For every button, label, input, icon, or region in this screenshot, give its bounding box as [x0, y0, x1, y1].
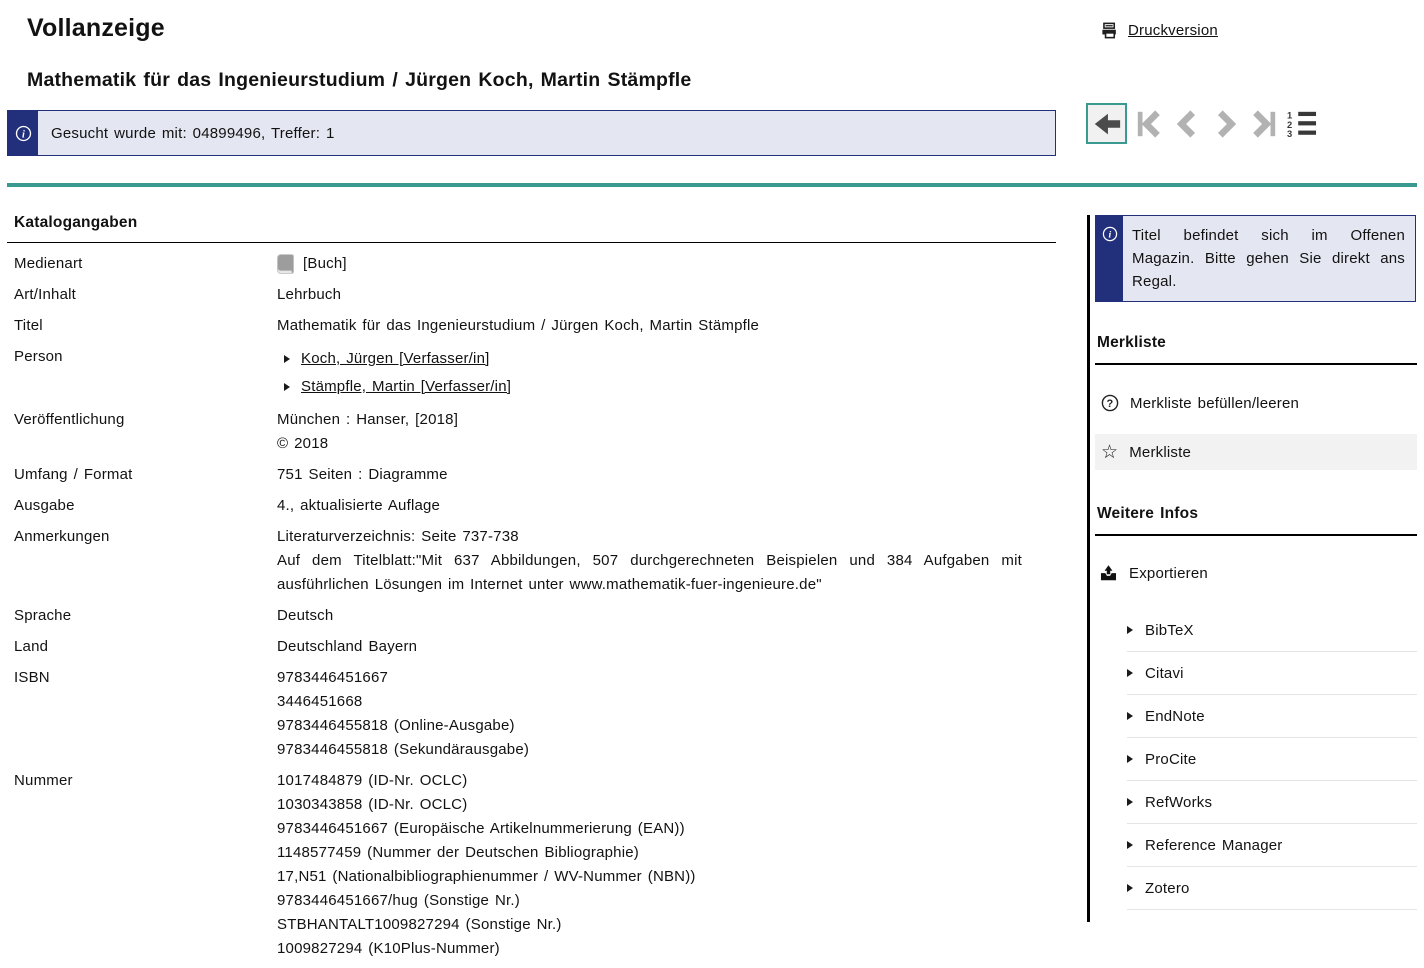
field-value-line: Lehrbuch: [277, 286, 342, 303]
field-value-line: Literaturverzeichnis: Seite 737-738: [277, 528, 519, 545]
catalog-row: [7, 463, 1056, 487]
catalog-heading: Katalogangaben: [7, 206, 1056, 243]
export-option-procite[interactable]: [1127, 738, 1417, 781]
field-value-line: 751 Seiten : Diagramme: [277, 466, 448, 483]
export-option-label: Reference Manager: [1145, 836, 1283, 854]
field-value-line: 1009827294 (K10Plus-Nummer): [277, 940, 500, 957]
field-label: Ausgabe: [14, 497, 75, 514]
last-icon: [1247, 109, 1279, 139]
triangle-bullet-icon: [1127, 712, 1133, 720]
export-icon: [1099, 564, 1118, 583]
export-option-label: EndNote: [1145, 707, 1205, 725]
svg-text:2: 2: [1286, 119, 1293, 130]
first-icon: [1134, 109, 1166, 139]
print-version-label: Druckversion: [1128, 22, 1218, 39]
field-label: Person: [14, 348, 63, 365]
field-value-line: 17,N51 (Nationalbibliographienummer / WV-Nummer (NBN)): [277, 868, 696, 885]
field-value-line: Deutsch: [277, 607, 334, 624]
sidebar-item-merkliste-befuellen[interactable]: [1095, 385, 1417, 421]
field-label: Titel: [14, 317, 43, 334]
numbered-list-icon: [1286, 109, 1317, 139]
triangle-bullet-icon: [1127, 841, 1133, 849]
info-icon: [1102, 226, 1118, 301]
person-link[interactable]: Stämpfle, Martin [Verfasser/in]: [301, 378, 512, 395]
field-value-line: 1030343858 (ID-Nr. OCLC): [277, 796, 468, 813]
sidebar-item-label: Merkliste befüllen/leeren: [1130, 394, 1300, 412]
svg-text:i: i: [1108, 229, 1111, 241]
field-value-line: 9783446455818 (Online-Ausgabe): [277, 717, 515, 734]
export-option-bibtex[interactable]: [1127, 609, 1417, 652]
field-value-line: Auf dem Titelblatt:"Mit 637 Abbildungen, 507 durchgerechneten Beispielen und 384 Aufgaben mit ausführlichen Lösungen im Internet unter www.mathematik-fuer-ingenieure.de": [277, 552, 1022, 593]
export-label: Exportieren: [1129, 565, 1208, 582]
field-value: [277, 463, 1022, 487]
triangle-bullet-icon: [284, 383, 290, 391]
catalog-row: [7, 345, 1056, 401]
field-value: [277, 525, 1022, 597]
print-version-link[interactable]: [1100, 21, 1218, 40]
location-notice: [1095, 215, 1416, 302]
export-options: [1127, 609, 1417, 910]
catalog-row: [7, 525, 1056, 597]
location-notice-text: Titel befindet sich im Offenen Magazin. Bitte gehen Sie direkt ans Regal.: [1123, 216, 1415, 301]
nav-first-button[interactable]: [1134, 109, 1166, 139]
field-value-line: 9783446451667: [277, 669, 389, 686]
svg-text:3: 3: [1286, 128, 1293, 139]
search-result-text: Gesucht wurde mit: 04899496, Treffer: 1: [51, 124, 335, 142]
field-value-line: 3446451668: [277, 693, 363, 710]
triangle-bullet-icon: [1127, 626, 1133, 634]
export-option-reference-manager[interactable]: [1127, 824, 1417, 867]
nav-result-list-button[interactable]: [1286, 109, 1317, 139]
field-label: Sprache: [14, 607, 72, 624]
catalog-row: [7, 408, 1056, 456]
sidebar-item-merkliste[interactable]: [1095, 434, 1417, 470]
field-value-line: 1017484879 (ID-Nr. OCLC): [277, 772, 468, 789]
catalog-row: [7, 494, 1056, 518]
svg-text:i: i: [21, 128, 25, 140]
section-divider: [7, 183, 1417, 187]
field-value-line: 9783446455818 (Sekundärausgabe): [277, 741, 530, 758]
field-value: [277, 494, 1022, 518]
merkliste-items: [1095, 385, 1417, 470]
catalog-row: [7, 769, 1056, 961]
triangle-bullet-icon: [1127, 669, 1133, 677]
nav-next-button[interactable]: [1210, 109, 1240, 139]
question-circle-icon: [1101, 394, 1119, 412]
field-value: [277, 314, 1022, 338]
prev-icon: [1173, 109, 1203, 139]
weitere-infos-heading: Weitere Infos: [1095, 505, 1417, 536]
field-label: Art/Inhalt: [14, 286, 77, 303]
media-type-label: [Buch]: [303, 255, 347, 272]
person-entry: [277, 373, 1022, 401]
book-icon: [277, 254, 294, 274]
field-value-line: 4., aktualisierte Auflage: [277, 497, 441, 514]
field-value: [277, 252, 1022, 276]
field-value: [277, 345, 1022, 401]
export-option-label: Citavi: [1145, 664, 1184, 682]
field-value-line: STBHANTALT1009827294 (Sonstige Nr.): [277, 916, 562, 933]
record-navigation: [1086, 103, 1317, 144]
arrow-back-icon: [1092, 109, 1122, 139]
search-result-notice: [7, 110, 1056, 156]
field-label: Anmerkungen: [14, 528, 110, 545]
nav-back-button[interactable]: [1086, 103, 1127, 144]
page-title: Vollanzeige: [27, 14, 165, 42]
person-link[interactable]: Koch, Jürgen [Verfasser/in]: [301, 350, 490, 367]
field-label: Umfang / Format: [14, 466, 133, 483]
field-value-line: Deutschland Bayern: [277, 638, 418, 655]
catalog-rows: [7, 243, 1056, 961]
field-value-line: 9783446451667 (Europäische Artikelnummerierung (EAN)): [277, 820, 685, 837]
export-option-refworks[interactable]: [1127, 781, 1417, 824]
catalog-row: [7, 666, 1056, 762]
sidebar-rule: [1087, 215, 1090, 922]
person-entry: [277, 345, 1022, 373]
field-value: [277, 635, 1022, 659]
field-value-line: München : Hanser, [2018]: [277, 411, 459, 428]
media-type-value: [277, 252, 1022, 276]
catalog-row: [7, 314, 1056, 338]
export-option-citavi[interactable]: [1127, 652, 1417, 695]
record-title: Mathematik für das Ingenieurstudium / Jürgen Koch, Martin Stämpfle: [27, 69, 692, 91]
export-option-label: RefWorks: [1145, 793, 1213, 811]
triangle-bullet-icon: [1127, 884, 1133, 892]
merkliste-heading: Merkliste: [1095, 334, 1417, 365]
export-option-endnote[interactable]: [1127, 695, 1417, 738]
export-option-label: ProCite: [1145, 750, 1197, 768]
triangle-bullet-icon: [1127, 755, 1133, 763]
export-option-label: Zotero: [1145, 879, 1190, 897]
svg-text:?: ?: [1106, 398, 1114, 410]
svg-text:1: 1: [1286, 109, 1293, 120]
field-value: [277, 408, 1022, 456]
field-label: Land: [14, 638, 49, 655]
catalog-row: [7, 635, 1056, 659]
nav-previous-button[interactable]: [1173, 109, 1203, 139]
catalog-row: [7, 252, 1056, 276]
triangle-bullet-icon: [284, 355, 290, 363]
field-value: [277, 666, 1022, 762]
field-label: Medienart: [14, 255, 83, 272]
next-icon: [1210, 109, 1240, 139]
export-option-label: BibTeX: [1145, 621, 1194, 639]
field-label: ISBN: [14, 669, 50, 686]
field-value: [277, 769, 1022, 961]
printer-icon: [1100, 21, 1119, 40]
field-label: Nummer: [14, 772, 73, 789]
field-value-line: 9783446451667/hug (Sonstige Nr.): [277, 892, 520, 909]
export-button[interactable]: [1095, 564, 1417, 583]
info-icon: [15, 125, 32, 142]
nav-last-button[interactable]: [1247, 109, 1279, 139]
field-value-line: 1148577459 (Nummer der Deutschen Bibliographie): [277, 844, 639, 861]
star-icon: ☆: [1101, 441, 1119, 463]
catalog-row: [7, 283, 1056, 307]
field-label: Veröffentlichung: [14, 411, 125, 428]
export-option-zotero[interactable]: [1127, 867, 1417, 910]
field-value-line: © 2018: [277, 435, 329, 452]
field-value-line: Mathematik für das Ingenieurstudium / Jürgen Koch, Martin Stämpfle: [277, 317, 760, 334]
sidebar: [1087, 215, 1417, 910]
catalog-row: [7, 604, 1056, 628]
field-value: [277, 283, 1022, 307]
sidebar-item-label: Merkliste: [1129, 443, 1192, 461]
notice-stripe: [1096, 216, 1123, 301]
notice-stripe: [8, 111, 38, 155]
field-value: [277, 604, 1022, 628]
catalog-section: [7, 206, 1056, 968]
triangle-bullet-icon: [1127, 798, 1133, 806]
